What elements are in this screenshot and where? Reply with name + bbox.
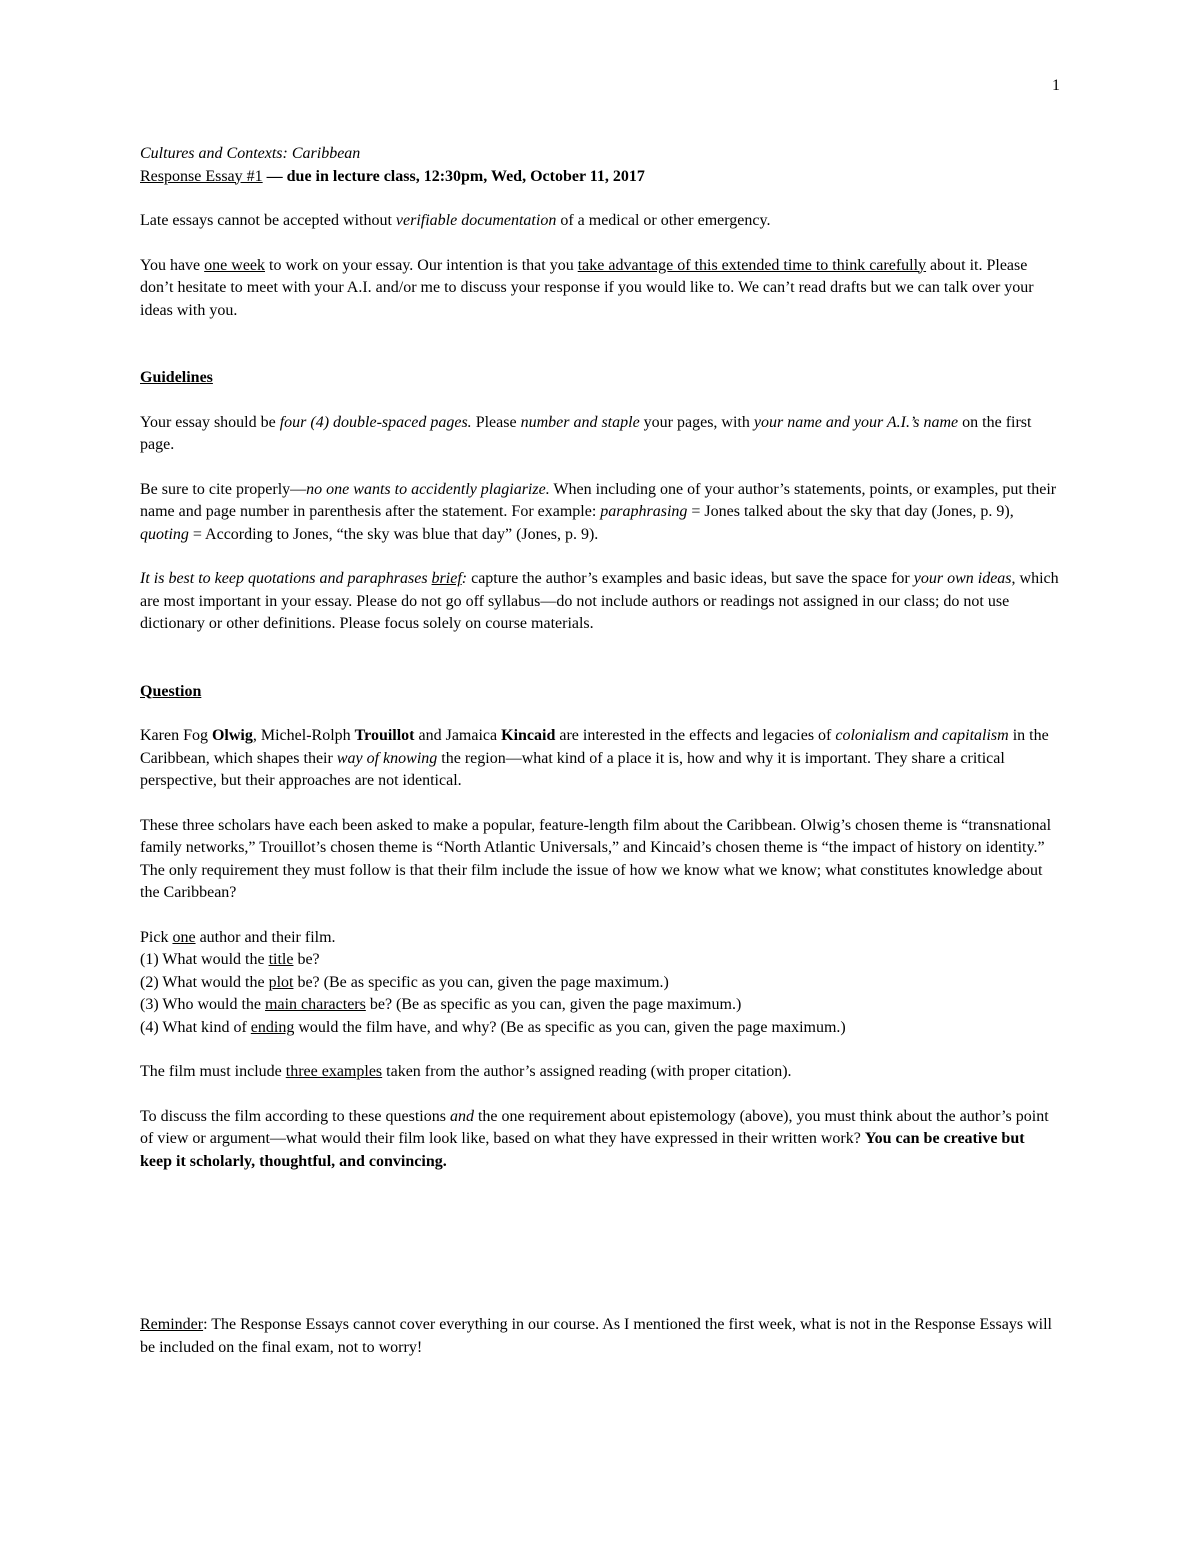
text-run: It is best to keep quotations and paraphrases bbox=[140, 570, 432, 587]
text-run: three examples bbox=[285, 1063, 383, 1080]
due-date: — due in lecture class, 12:30pm, Wed, October 11, 2017 bbox=[262, 167, 645, 185]
text-run: to work on your essay. Our intention is that you bbox=[265, 256, 578, 274]
text-run: Karen Fog bbox=[140, 727, 212, 744]
text-run: You can be creative but keep it scholarly, thoughtful, and convincing. bbox=[140, 1130, 1025, 1170]
text-run: Be sure to cite properly— bbox=[140, 480, 307, 498]
text-run: main characters bbox=[265, 996, 366, 1013]
question-paragraph-4 bbox=[140, 1061, 1060, 1084]
document-body bbox=[140, 143, 1060, 1173]
text-run: Please bbox=[471, 413, 521, 431]
text-run: colonialism and capitalism bbox=[835, 727, 1009, 744]
intro-paragraph bbox=[140, 255, 1060, 323]
text-run: (3) Who would the bbox=[140, 996, 266, 1013]
text-run: way of knowing bbox=[336, 749, 438, 767]
text-run: are interested in the effects and legacies of bbox=[555, 727, 836, 744]
question-item-1 bbox=[140, 949, 1060, 972]
text-run: Pick bbox=[140, 928, 173, 946]
course-title: Cultures and Contexts: Caribbean bbox=[140, 145, 361, 162]
text-run: quoting bbox=[140, 525, 189, 543]
question-paragraph-2: These three scholars have each been asked to make a popular, feature-length film about the Caribbean. Olwig’s chosen theme is “transnational family networks,” Trouillot’s chosen theme is “North Atlantic Universals,” and Kincaid’s chosen theme is “the impact of history on identity.” The only requirement they must follow is that their film include the issue of how we know what we know; what constitutes knowledge about the Caribbean? bbox=[140, 816, 1052, 901]
text-run: paraphrasing bbox=[600, 503, 688, 520]
guidelines-paragraph-2 bbox=[140, 479, 1060, 547]
text-run: Your essay should be bbox=[140, 413, 280, 431]
text-run: Kincaid bbox=[501, 727, 556, 744]
text-run: number and staple bbox=[520, 413, 640, 431]
text-run: The film must include bbox=[140, 1063, 286, 1080]
reminder-paragraph bbox=[140, 1314, 1060, 1359]
question-item-3 bbox=[140, 994, 1060, 1017]
text-run: ending bbox=[250, 1018, 295, 1036]
text-run: one week bbox=[204, 256, 266, 274]
guidelines-paragraph-1 bbox=[140, 412, 1060, 457]
text-run: (4) What kind of bbox=[140, 1018, 251, 1036]
text-run: verifiable documentation bbox=[395, 212, 557, 229]
assignment-title: Response Essay #1 bbox=[140, 167, 263, 185]
text-run: of a medical or other emergency. bbox=[556, 212, 771, 229]
question-heading: Question bbox=[140, 682, 202, 700]
text-run: title bbox=[268, 951, 294, 968]
text-run: about it. Please don’t hesitate to meet with your A.I. and/or me to discuss your response if you would like to. We can’t read drafts but we can talk over your ideas with you. bbox=[140, 256, 1034, 319]
text-run: be? bbox=[293, 951, 320, 968]
text-run: author and their film. bbox=[195, 928, 336, 946]
text-run: plot bbox=[268, 973, 294, 991]
text-run: = Jones talked about the sky that day (Jones, p. 9), bbox=[687, 503, 1014, 520]
text-run: brief bbox=[431, 570, 462, 587]
text-run: in the Caribbean, which shapes their bbox=[140, 727, 1049, 767]
text-run: be? (Be as specific as you can, given the page maximum.) bbox=[293, 973, 669, 991]
text-run: your pages, with bbox=[639, 413, 754, 431]
question-paragraph-3 bbox=[140, 927, 1060, 950]
text-run: : bbox=[461, 570, 468, 587]
text-run: Late essays cannot be accepted without bbox=[140, 212, 396, 229]
text-run: and Jamaica bbox=[414, 727, 502, 744]
text-run: When including one of your author’s statements, points, or examples, put their name and page number in parenthesis after the statement. For example: bbox=[140, 480, 1057, 520]
text-run: four (4) double-spaced pages. bbox=[279, 413, 472, 431]
text-run: your own ideas bbox=[913, 570, 1012, 587]
text-run: taken from the author’s assigned reading (with proper citation). bbox=[382, 1063, 792, 1080]
reminder-label: Reminder bbox=[140, 1316, 204, 1333]
question-item-2 bbox=[140, 972, 1060, 995]
text-run: (2) What would the bbox=[140, 973, 269, 991]
late-policy bbox=[140, 210, 1060, 233]
text-run: To discuss the film according to these questions bbox=[140, 1107, 450, 1125]
text-run: take advantage of this extended time to think carefully bbox=[577, 256, 927, 274]
question-item-4 bbox=[140, 1017, 1060, 1040]
question-paragraph-5 bbox=[140, 1106, 1060, 1174]
text-run: You have bbox=[140, 256, 205, 274]
guidelines-heading: Guidelines bbox=[140, 369, 213, 386]
text-run: (1) What would the bbox=[140, 951, 269, 968]
text-run: be? (Be as specific as you can, given the page maximum.) bbox=[365, 996, 742, 1013]
text-run: the one requirement about epistemology (above), you must think about the author’s point of view or argument—what would their film look like, based on what they have expressed in their written work? bbox=[140, 1107, 1049, 1147]
text-run: one bbox=[172, 928, 196, 946]
text-run: the region—what kind of a place it is, how and why it is important. They share a critical perspective, but their approaches are not identical. bbox=[140, 749, 1005, 789]
text-run: Olwig bbox=[211, 727, 253, 744]
text-run: , Michel-Rolph bbox=[252, 727, 355, 744]
text-run: no one wants to accidently plagiarize. bbox=[306, 480, 550, 498]
text-run: = According to Jones, “the sky was blue that day” (Jones, p. 9). bbox=[188, 525, 599, 543]
guidelines-paragraph-3 bbox=[140, 568, 1060, 636]
text-run: : The Response Essays cannot cover everything in our course. As I mentioned the first week, what is not in the Response Essays will be included on the final exam, not to worry! bbox=[140, 1316, 1052, 1356]
text-run: and bbox=[449, 1107, 474, 1125]
text-run: on the first page. bbox=[140, 413, 1032, 453]
text-run: Trouillot bbox=[354, 727, 415, 744]
text-run: would the film have, and why? (Be as specific as you can, given the page maximum.) bbox=[294, 1018, 846, 1036]
text-run: , which are most important in your essay. Please do not go off syllabus—do not include authors or readings not assigned in our class; do not use dictionary or other definitions. Please focus solely on course materials. bbox=[140, 570, 1059, 632]
text-run: your name and your A.I.’s name bbox=[753, 413, 959, 431]
page-number: 1 bbox=[1052, 77, 1060, 94]
question-paragraph-1 bbox=[140, 725, 1060, 793]
text-run: capture the author’s examples and basic ideas, but save the space for bbox=[467, 570, 914, 587]
assignment-line bbox=[140, 166, 1060, 189]
